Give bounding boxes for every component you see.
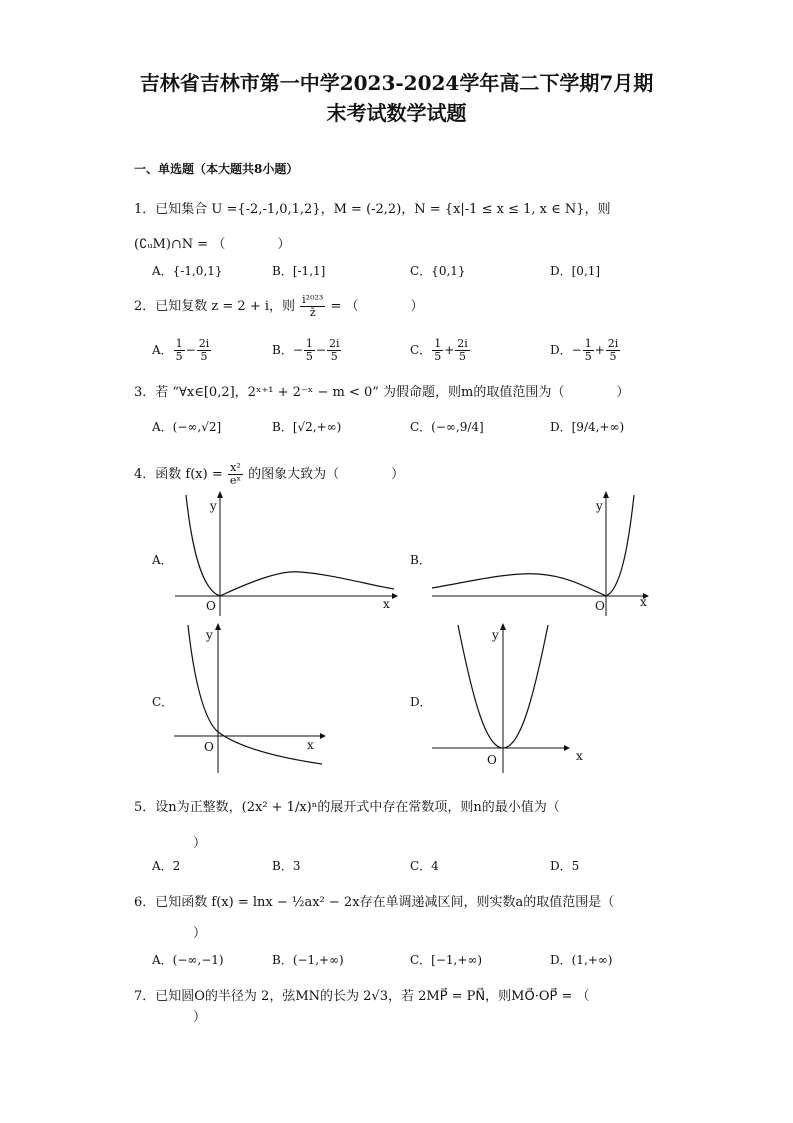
option-operator: −: [185, 343, 196, 357]
fraction-denominator: 5: [330, 350, 338, 363]
option-operator: +: [444, 343, 455, 357]
graph-a-origin: O: [206, 599, 216, 613]
fraction-numerator: 1: [305, 337, 313, 350]
option-sign: −: [571, 343, 582, 357]
y-axis-arrow: [603, 491, 609, 498]
question-5-stem: 5．设n为正整数，(2x² + 1/x)ⁿ的展开式中存在常数项，则n的最小值为（: [134, 800, 560, 815]
question-2-option-d: [550, 338, 621, 363]
x-axis-arrow: [392, 593, 398, 599]
graph-a-y-label: y: [210, 499, 217, 513]
question-4-option-c-label: C．: [152, 695, 174, 709]
graph-d-x-label: x: [576, 749, 583, 763]
title-line-2: 末考试数学试题: [326, 101, 467, 125]
page-title: [100, 68, 693, 128]
curve: [186, 495, 394, 596]
fraction-denominator: 5: [584, 350, 592, 363]
option-fraction-1: [174, 338, 185, 363]
fraction-denominator: 5: [305, 350, 313, 363]
question-5-option-d: D．5: [550, 859, 580, 873]
question-3-stem: 3．若 “∀x∈[0,2]，2ˣ⁺¹ + 2⁻ˣ − m < 0” 为假命题，则m的取值范围为（ ）: [134, 385, 630, 400]
y-axis-arrow: [500, 623, 506, 630]
question-3-option-c: C．(−∞,9/4]: [410, 420, 484, 434]
question-1-option-d: D．[0,1]: [550, 264, 601, 278]
fraction-numerator: 2i: [198, 337, 210, 350]
question-4-fraction: [228, 462, 243, 487]
y-axis-arrow: [215, 623, 221, 630]
graph-c-y-label: y: [206, 628, 213, 642]
question-1-option-c: C．{0,1}: [410, 264, 466, 278]
option-fraction-2: [197, 338, 212, 363]
question-3-option-d: D．[9/4,+∞): [550, 420, 625, 434]
graph-c-origin: O: [204, 740, 214, 754]
question-2-option-c: [410, 338, 471, 363]
option-operator: −: [315, 343, 326, 357]
question-7-continuation: ）: [193, 1010, 207, 1025]
option-label: C．: [410, 343, 432, 357]
x-axis-arrow: [564, 745, 570, 751]
question-1-option-b: B．[-1,1]: [272, 264, 326, 278]
fraction-numerator: 1: [434, 337, 442, 350]
question-6-option-c: C．[−1,+∞): [410, 953, 483, 967]
question-7-stem: 7．已知圆O的半径为 2，弦MN的长为 2√3，若 2MP⃗ = PN⃗，则MO⃗·OP⃗ = （: [134, 989, 590, 1004]
option-fraction-1: [583, 338, 594, 363]
option-fraction-1: [304, 338, 315, 363]
option-operator: +: [594, 343, 605, 357]
option-fraction-2: [455, 338, 470, 363]
x-axis-arrow: [320, 733, 326, 739]
question-4-option-a-label: A．: [152, 553, 173, 567]
question-5-continuation: ）: [193, 836, 207, 851]
curve: [432, 495, 634, 596]
graph-d-y-label: y: [492, 628, 499, 642]
option-label: D．: [550, 343, 572, 357]
fraction-denominator: 5: [200, 350, 208, 363]
question-6-continuation: ）: [193, 926, 207, 941]
question-5-option-c: C．4: [410, 859, 439, 873]
option-fraction-2: [327, 338, 342, 363]
graph-d: [428, 620, 578, 775]
question-2-stem-a: 2．已知复数 z = 2 + i，则: [134, 299, 295, 314]
graph-d-origin: O: [487, 753, 497, 767]
fraction-numerator: i²⁰²³: [302, 293, 324, 306]
question-6-option-b: B．(−1,+∞): [272, 953, 344, 967]
graph-c-x-label: x: [307, 738, 314, 752]
title-line-1: 吉林省吉林市第一中学2023-2024学年高二下学期7月期: [139, 71, 654, 95]
y-axis-arrow: [217, 491, 223, 498]
graph-a: [170, 490, 400, 620]
question-3-option-a: A．(−∞,√2]: [152, 420, 222, 434]
question-4-stem: [134, 462, 404, 487]
fraction-denominator: z̄: [309, 306, 316, 319]
graph-b: [428, 490, 653, 620]
option-label: A．: [152, 343, 173, 357]
question-2-option-b: [272, 338, 342, 363]
option-fraction-1: [432, 338, 443, 363]
question-2-option-a: [152, 338, 212, 363]
question-4-stem-a: 4．函数 f(x) =: [134, 467, 223, 482]
question-5-option-b: B．3: [272, 859, 301, 873]
option-sign: −: [292, 343, 303, 357]
fraction-denominator: eˣ: [229, 474, 242, 487]
fraction-denominator: 5: [459, 350, 467, 363]
fraction-denominator: 5: [175, 350, 183, 363]
question-2-stem: [134, 294, 423, 319]
fraction-numerator: x²: [230, 461, 241, 474]
question-4-option-d-label: D．: [410, 695, 432, 709]
question-1-option-a: A．{-1,0,1}: [152, 264, 223, 278]
fraction-numerator: 2i: [328, 337, 340, 350]
question-6-stem: 6．已知函数 f(x) = lnx − ½ax² − 2x存在单调递减区间，则实数a的取值范围是（: [134, 895, 615, 910]
graph-b-x-label: x: [640, 595, 647, 609]
question-1-stem: 1．已知集合 U ={-2,-1,0,1,2}，M = (-2,2)，N = {x|-1 ≤ x ≤ 1, x ∈ N}，则: [134, 202, 611, 217]
fraction-denominator: 5: [609, 350, 617, 363]
section-heading: 一、单选题（本大题共8小题）: [134, 162, 299, 176]
question-4-stem-b: 的图象大致为（ ）: [248, 467, 405, 482]
graph-b-origin: O: [595, 599, 605, 613]
graph-b-y-label: y: [596, 499, 603, 513]
question-1-continuation: (∁ᵤM)∩N = （ ）: [134, 237, 291, 252]
fraction-numerator: 1: [584, 337, 592, 350]
graph-a-x-label: x: [383, 597, 390, 611]
fraction-numerator: 2i: [607, 337, 619, 350]
question-6-option-d: D．(1,+∞): [550, 953, 613, 967]
question-6-option-a: A．(−∞,−1): [152, 953, 224, 967]
option-label: B．: [272, 343, 293, 357]
question-2-stem-b: = （ ）: [330, 299, 424, 314]
question-5-option-a: A．2: [152, 859, 181, 873]
fraction-numerator: 2i: [457, 337, 468, 350]
question-4-option-b-label: B．: [410, 553, 431, 567]
option-fraction-2: [606, 338, 621, 363]
question-3-option-b: B．[√2,+∞): [272, 420, 342, 434]
fraction-denominator: 5: [434, 350, 442, 363]
question-2-fraction: [300, 294, 325, 319]
fraction-numerator: 1: [175, 337, 183, 350]
